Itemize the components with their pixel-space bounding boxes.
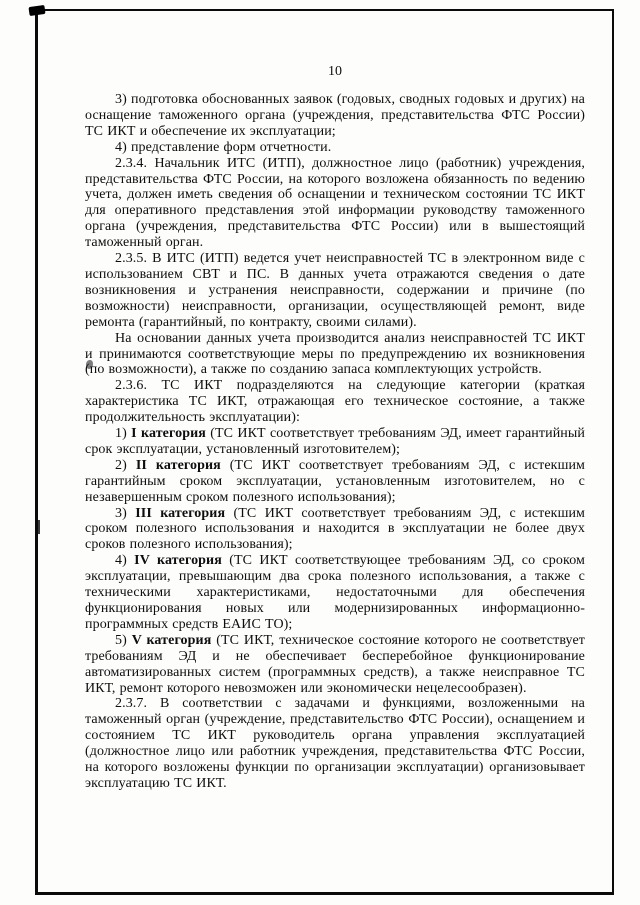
paragraph (85, 553, 585, 633)
text-run: На основании данных учета производится анализ неисправностей ТС ИКТ и принимаются соответствующие меры по предупреждению их возникновения (по возможности), а также по созданию запаса комплектующих устройств. (85, 330, 585, 378)
scan-smudge (37, 520, 40, 534)
text-run: 3) подготовка обоснованных заявок (годовых, сводных годовых и других) на оснащение таможенного органа (учреждения, представительства ФТС России) ТС ИКТ и обеспечение их эксплуатации; (85, 92, 585, 139)
text-run: 5) (115, 632, 132, 648)
paragraph (85, 696, 585, 791)
text-run: (ТС ИКТ соответствующее требованиям ЭД, со сроком эксплуатации, превышающим два срока полезного использования, а также с техническими характеристиками, недостаточными для обеспечения функционирования новых или модернизированных информационно-программных средств ЕАИС ТО); (85, 553, 585, 632)
text-run: 2.3.5. В ИТС (ИТП) ведется учет неисправностей ТС в электронном виде с использованием СВТ и ПС. В данных учета отражаются сведения о дате возникновения и устранения неисправности, содержании и причине (по возможности) неисправности, организации, осуществляющей ремонт, виде ремонта (гарантийный, по контракту, своими силами). (85, 251, 585, 330)
text-run: 2.3.7. В соответствии с задачами и функциями, возложенными на таможенный орган (учреждение, представительство ФТС России), оснащением и состоянием ТС ИКТ руководитель органа управления эксплуатацией (должностное лицо или работник учреждения, представительства ФТС России, на которого возложены функции по организации эксплуатации) организовывает эксплуатацию ТС ИКТ. (85, 696, 585, 791)
scan-artifact-corner (28, 5, 45, 16)
text-run: 4) представление форм отчетности. (115, 139, 332, 155)
paragraph (85, 458, 585, 506)
text-run: IV категория (134, 553, 222, 569)
text-run: 2) (115, 457, 136, 473)
text-run: (ТС ИКТ, техническое состояние которого не соответствует требованиям ЭД и не обеспечивает бесперебойное функционирование автоматизированных систем (программных средств), а также неисправное ТС ИКТ, ремонт которого невозможен или экономически нецелесообразен). (85, 632, 585, 696)
paragraph (85, 251, 585, 331)
text-run: 3) (115, 505, 136, 521)
text-run: III категория (135, 505, 226, 521)
paragraph (85, 156, 585, 251)
paragraph (85, 506, 585, 554)
paragraph (85, 426, 585, 458)
page-number: 10 (328, 64, 342, 79)
paragraph (85, 140, 585, 156)
text-run: 4) (115, 553, 135, 569)
text-run: 1) (115, 426, 132, 442)
text-run: (ТС ИКТ соответствует требованиям ЭД, имеет гарантийный срок эксплуатации, установленный изготовителем); (85, 426, 585, 457)
paragraph (85, 378, 585, 426)
text-run: 2.3.4. Начальник ИТС (ИТП), должностное лицо (работник) учреждения, представительства ФТС России, на которого возложена обязанность по ведению учета, должен иметь сведения об оснащении и техническом состоянии ТС ИКТ для оперативного представления этой информации руководству таможенного органа (учреждения, представительства ФТС России) или в вышестоящий таможенный орган. (85, 155, 585, 251)
paragraph (85, 633, 585, 697)
text-run: 2.3.6. ТС ИКТ подразделяются на следующие категории (краткая характеристика ТС ИКТ, отражающая его техническое состояние, а также продолжительность эксплуатации): (85, 378, 585, 426)
paragraph (85, 92, 585, 140)
text-run: (ТС ИКТ соответствует требованиям ЭД, с истекшим гарантийным сроком эксплуатации, установленным изготовителем, но с незавершенным сроком полезного использования); (85, 457, 585, 505)
page-content (85, 64, 585, 792)
paragraph (85, 331, 585, 379)
text-run: II категория (135, 457, 221, 473)
text-run: I категория (131, 426, 206, 442)
document-body (85, 92, 585, 792)
text-run: V категория (131, 632, 212, 648)
text-run: (ТС ИКТ соответствует требованиям ЭД, с истекшим сроком полезного использования и находится в эксплуатации не более двух сроков полезного использования); (85, 505, 585, 553)
